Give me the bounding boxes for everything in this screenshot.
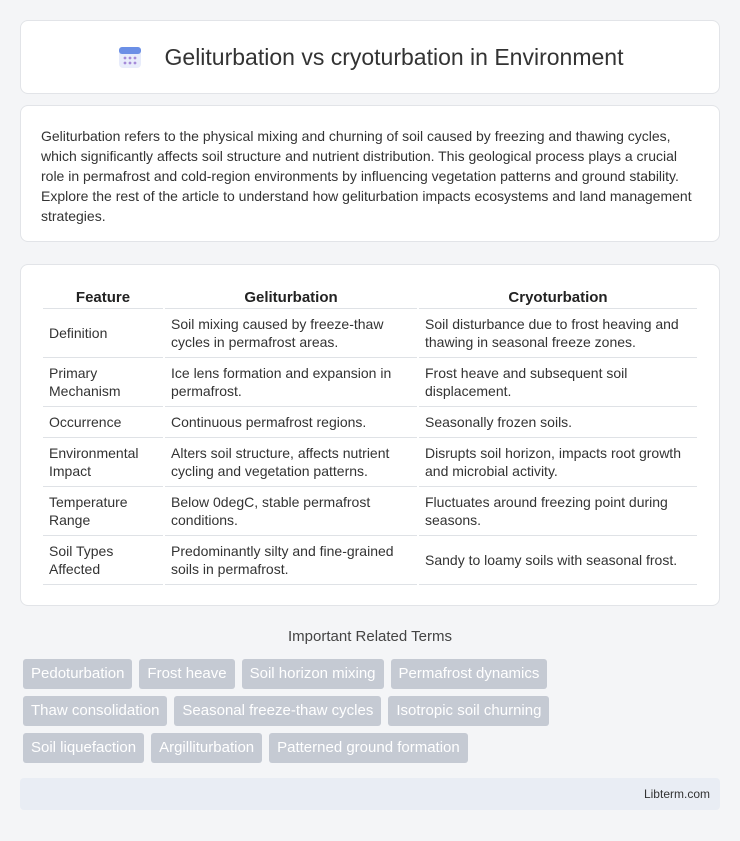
table-header-row (43, 285, 697, 309)
cell-cryoturbation: Soil disturbance due to frost heaving and thawing in seasonal freeze zones. (419, 309, 697, 358)
related-term-tag[interactable]: Isotropic soil churning (388, 696, 549, 726)
comparison-table-card (20, 264, 720, 606)
column-header-cryoturbation: Cryoturbation (419, 285, 697, 309)
cell-feature: Environmental Impact (43, 438, 163, 487)
related-term-tag[interactable]: Soil liquefaction (23, 733, 144, 763)
cell-feature: Occurrence (43, 407, 163, 438)
table-row (43, 438, 697, 487)
cell-feature: Primary Mechanism (43, 358, 163, 407)
cell-feature: Definition (43, 309, 163, 358)
related-term-tag[interactable]: Patterned ground formation (269, 733, 468, 763)
table-row (43, 536, 697, 585)
comparison-table (41, 285, 699, 585)
cell-cryoturbation: Fluctuates around freezing point during seasons. (419, 487, 697, 536)
cell-geliturbation: Soil mixing caused by freeze-thaw cycles in permafrost areas. (165, 309, 417, 358)
cell-geliturbation: Alters soil structure, affects nutrient cycling and vegetation patterns. (165, 438, 417, 487)
related-term-tag[interactable]: Frost heave (139, 659, 234, 689)
table-row (43, 407, 697, 438)
footer-site-link[interactable]: Libterm.com (643, 787, 710, 801)
intro-paragraph: Geliturbation refers to the physical mixing and churning of soil caused by freezing and thawing cycles, which significantly affects soil structure and nutrient distribution. This geological process plays a crucial role in permafrost and cold-region environments by influencing vegetation patterns and ground stability. Explore the rest of the article to understand how geliturbation impacts ecosystems and land management strategies. (41, 128, 692, 224)
cell-geliturbation: Below 0degC, stable permafrost conditions. (165, 487, 417, 536)
tag-row (23, 659, 723, 689)
related-terms-list (23, 659, 723, 770)
intro-card (20, 105, 720, 242)
page-title: Geliturbation vs cryoturbation in Environment (164, 43, 624, 70)
cell-cryoturbation: Sandy to loamy soils with seasonal frost. (419, 536, 697, 585)
table-row (43, 309, 697, 358)
calendar-icon (117, 44, 143, 70)
cell-cryoturbation: Seasonally frozen soils. (419, 407, 697, 438)
related-term-tag[interactable]: Soil horizon mixing (242, 659, 384, 689)
tag-row (23, 733, 723, 763)
column-header-geliturbation: Geliturbation (165, 285, 417, 309)
related-term-tag[interactable]: Seasonal freeze-thaw cycles (174, 696, 381, 726)
related-term-tag[interactable]: Argilliturbation (151, 733, 262, 763)
footer (20, 778, 720, 810)
cell-cryoturbation: Disrupts soil horizon, impacts root growth and microbial activity. (419, 438, 697, 487)
related-term-tag[interactable]: Pedoturbation (23, 659, 132, 689)
cell-cryoturbation: Frost heave and subsequent soil displacement. (419, 358, 697, 407)
tag-row (23, 696, 723, 726)
related-term-tag[interactable]: Thaw consolidation (23, 696, 167, 726)
cell-feature: Temperature Range (43, 487, 163, 536)
cell-geliturbation: Predominantly silty and fine-grained soils in permafrost. (165, 536, 417, 585)
cell-feature: Soil Types Affected (43, 536, 163, 585)
column-header-feature: Feature (43, 285, 163, 309)
table-row (43, 358, 697, 407)
table-row (43, 487, 697, 536)
cell-geliturbation: Ice lens formation and expansion in permafrost. (165, 358, 417, 407)
related-term-tag[interactable]: Permafrost dynamics (391, 659, 548, 689)
cell-geliturbation: Continuous permafrost regions. (165, 407, 417, 438)
title-card (20, 20, 720, 94)
related-terms-title: Important Related Terms (288, 628, 452, 645)
